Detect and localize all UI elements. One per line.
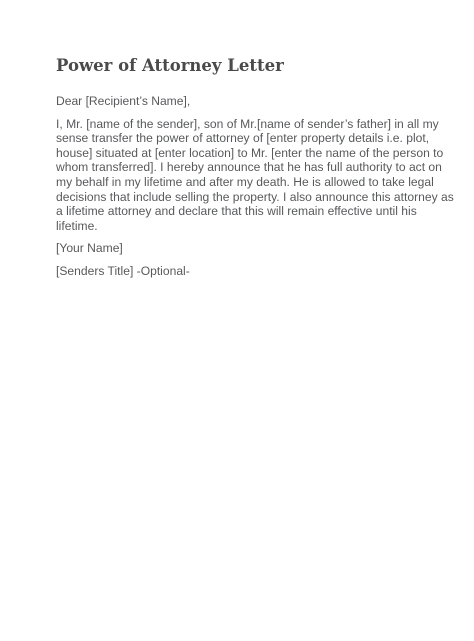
body-line: decisions that include selling the property. I also announce this attorney as bbox=[56, 189, 454, 204]
body-line: sense transfer the power of attorney of [enter property details i.e. plot, bbox=[56, 131, 430, 146]
signature-title: [Senders Title] -Optional- bbox=[56, 263, 190, 278]
body-line: I, Mr. [name of the sender], son of Mr.[name of sender’s father] in all my bbox=[56, 116, 439, 131]
body-line: house] situated at [enter location] to Mr. [enter the name of the person to bbox=[56, 145, 444, 160]
body-paragraph bbox=[56, 116, 454, 234]
body-line: lifetime. bbox=[56, 218, 98, 233]
signature-name: [Your Name] bbox=[56, 241, 123, 256]
document-title: Power of Attorney Letter bbox=[56, 56, 284, 75]
letter-body bbox=[56, 94, 454, 287]
body-line: whom transferred]. I hereby announce that he has full authority to act on bbox=[56, 160, 442, 175]
salutation: Dear [Recipient’s Name], bbox=[56, 94, 191, 108]
body-line: a lifetime attorney and declare that this will remain effective until his bbox=[56, 204, 417, 219]
body-line: my behalf in my lifetime and after my death. He is allowed to take legal bbox=[56, 174, 434, 189]
